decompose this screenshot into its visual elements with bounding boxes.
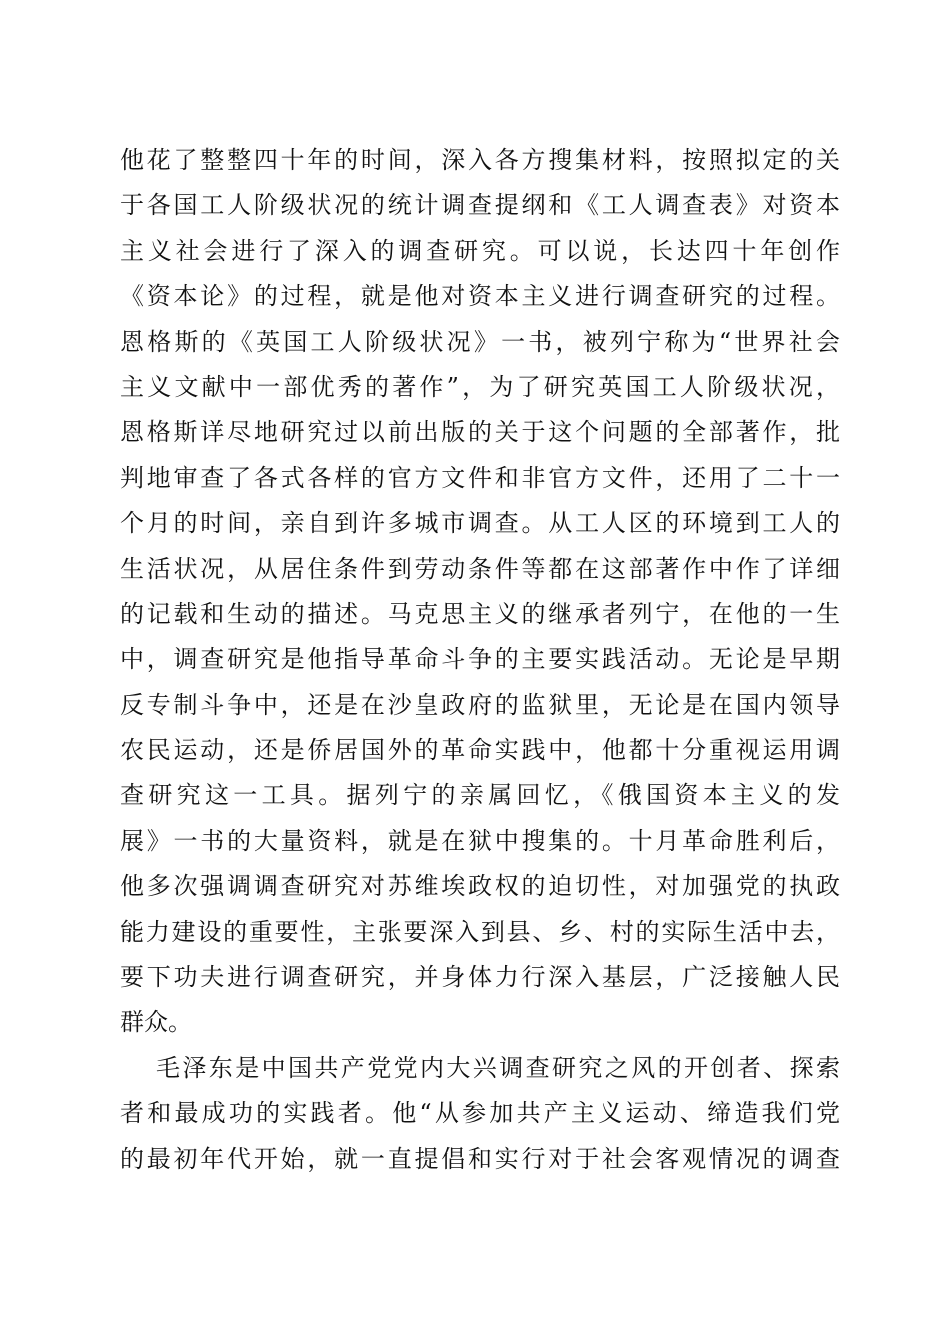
text-line: 于各国工人阶级状况的统计调查提纲和《工人调查表》对资本: [120, 191, 840, 220]
text-line: 农民运动，还是侨居国外的革命实践中，他都十分重视运用调: [120, 736, 840, 765]
text-line: 主义文献中一部优秀的著作”，为了研究英国工人阶级状况，: [120, 372, 840, 401]
text-line: 生活状况，从居住条件到劳动条件等都在这部著作中作了详细: [120, 554, 840, 583]
text-line: 主义社会进行了深入的调查研究。可以说，长达四十年创作: [120, 236, 840, 265]
text-line: 恩格斯的《英国工人阶级状况》一书，被列宁称为“世界社会: [120, 327, 840, 356]
text-line: 恩格斯详尽地研究过以前出版的关于这个问题的全部著作，批: [120, 418, 840, 447]
text-line: 群众。: [120, 1008, 192, 1037]
text-line: 者和最成功的实践者。他“从参加共产主义运动、缔造我们党: [120, 1099, 840, 1128]
text-line: 毛泽东是中国共产党党内大兴调查研究之风的开创者、探索: [156, 1053, 840, 1082]
text-line: 《资本论》的过程，就是他对资本主义进行调查研究的过程。: [120, 282, 840, 311]
text-line: 查研究这一工具。据列宁的亲属回忆，《俄国资本主义的发: [120, 781, 840, 810]
text-line: 展》一书的大量资料，就是在狱中搜集的。十月革命胜利后，: [120, 826, 840, 855]
text-line: 判地审查了各式各样的官方文件和非官方文件，还用了二十一: [120, 463, 840, 492]
text-line: 他花了整整四十年的时间，深入各方搜集材料，按照拟定的关: [120, 146, 840, 174]
text-line: 能力建设的重要性，主张要深入到县、乡、村的实际生活中去，: [120, 917, 840, 946]
text-line: 中，调查研究是他指导革命斗争的主要实践活动。无论是早期: [120, 645, 840, 674]
text-line: 要下功夫进行调查研究，并身体力行深入基层，广泛接触人民: [120, 963, 840, 992]
text-line: 的记载和生动的描述。马克思主义的继承者列宁，在他的一生: [120, 599, 840, 628]
text-line: 个月的时间，亲自到许多城市调查。从工人区的环境到工人的: [120, 509, 840, 538]
paragraph-2: [120, 1046, 840, 1182]
text-line: 他多次强调调查研究对苏维埃政权的迫切性，对加强党的执政: [120, 872, 840, 901]
text-line: 反专制斗争中，还是在沙皇政府的监狱里，无论是在国内领导: [120, 690, 840, 719]
paragraph-1: [120, 138, 840, 1046]
body-text: [120, 138, 840, 1182]
text-line: 的最初年代开始，就一直提倡和实行对于社会客观情况的调查: [120, 1144, 840, 1173]
